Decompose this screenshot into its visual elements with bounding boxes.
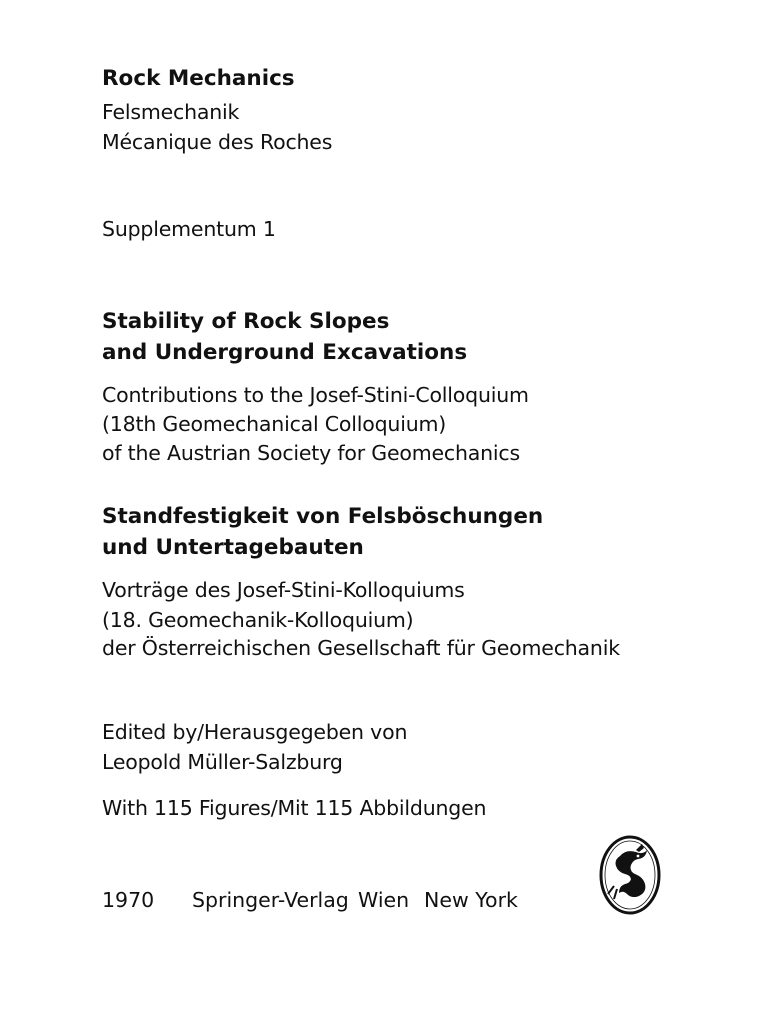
german-subtitle-line-3: der Österreichischen Gesellschaft für Geomechanik	[102, 636, 620, 660]
figures-count: With 115 Figures/Mit 115 Abbildungen	[102, 796, 487, 820]
english-subtitle-line-1: Contributions to the Josef-Stini-Colloquium	[102, 383, 529, 407]
english-title-line-1: Stability of Rock Slopes	[102, 309, 390, 334]
german-subtitle-line-2: (18. Geomechanik-Kolloquium)	[102, 608, 414, 632]
series-title-de: Felsmechanik	[102, 100, 240, 124]
editor-label: Edited by/Herausgegeben von	[102, 720, 408, 744]
english-subtitle-line-3: of the Austrian Society for Geomechanics	[102, 441, 520, 465]
publication-year: 1970	[102, 888, 155, 912]
publisher-name: Springer-Verlag	[192, 888, 349, 912]
english-subtitle-line-2: (18th Geomechanical Colloquium)	[102, 412, 447, 436]
german-title-line-2: und Untertagebauten	[102, 535, 364, 560]
supplement-label: Supplementum 1	[102, 217, 276, 241]
german-title-line-1: Standfestigkeit von Felsböschungen	[102, 504, 544, 529]
series-title-fr: Mécanique des Roches	[102, 130, 333, 154]
german-subtitle-line-1: Vorträge des Josef-Stini-Kolloquiums	[102, 578, 465, 602]
publisher-city-wien: Wien	[358, 888, 410, 912]
springer-knight-logo	[598, 834, 662, 916]
series-title-en: Rock Mechanics	[102, 66, 295, 91]
english-title-line-2: and Underground Excavations	[102, 340, 468, 365]
publisher-city-new-york: New York	[424, 888, 518, 912]
editor-name: Leopold Müller-Salzburg	[102, 750, 343, 774]
knight-horse-icon	[598, 834, 662, 916]
